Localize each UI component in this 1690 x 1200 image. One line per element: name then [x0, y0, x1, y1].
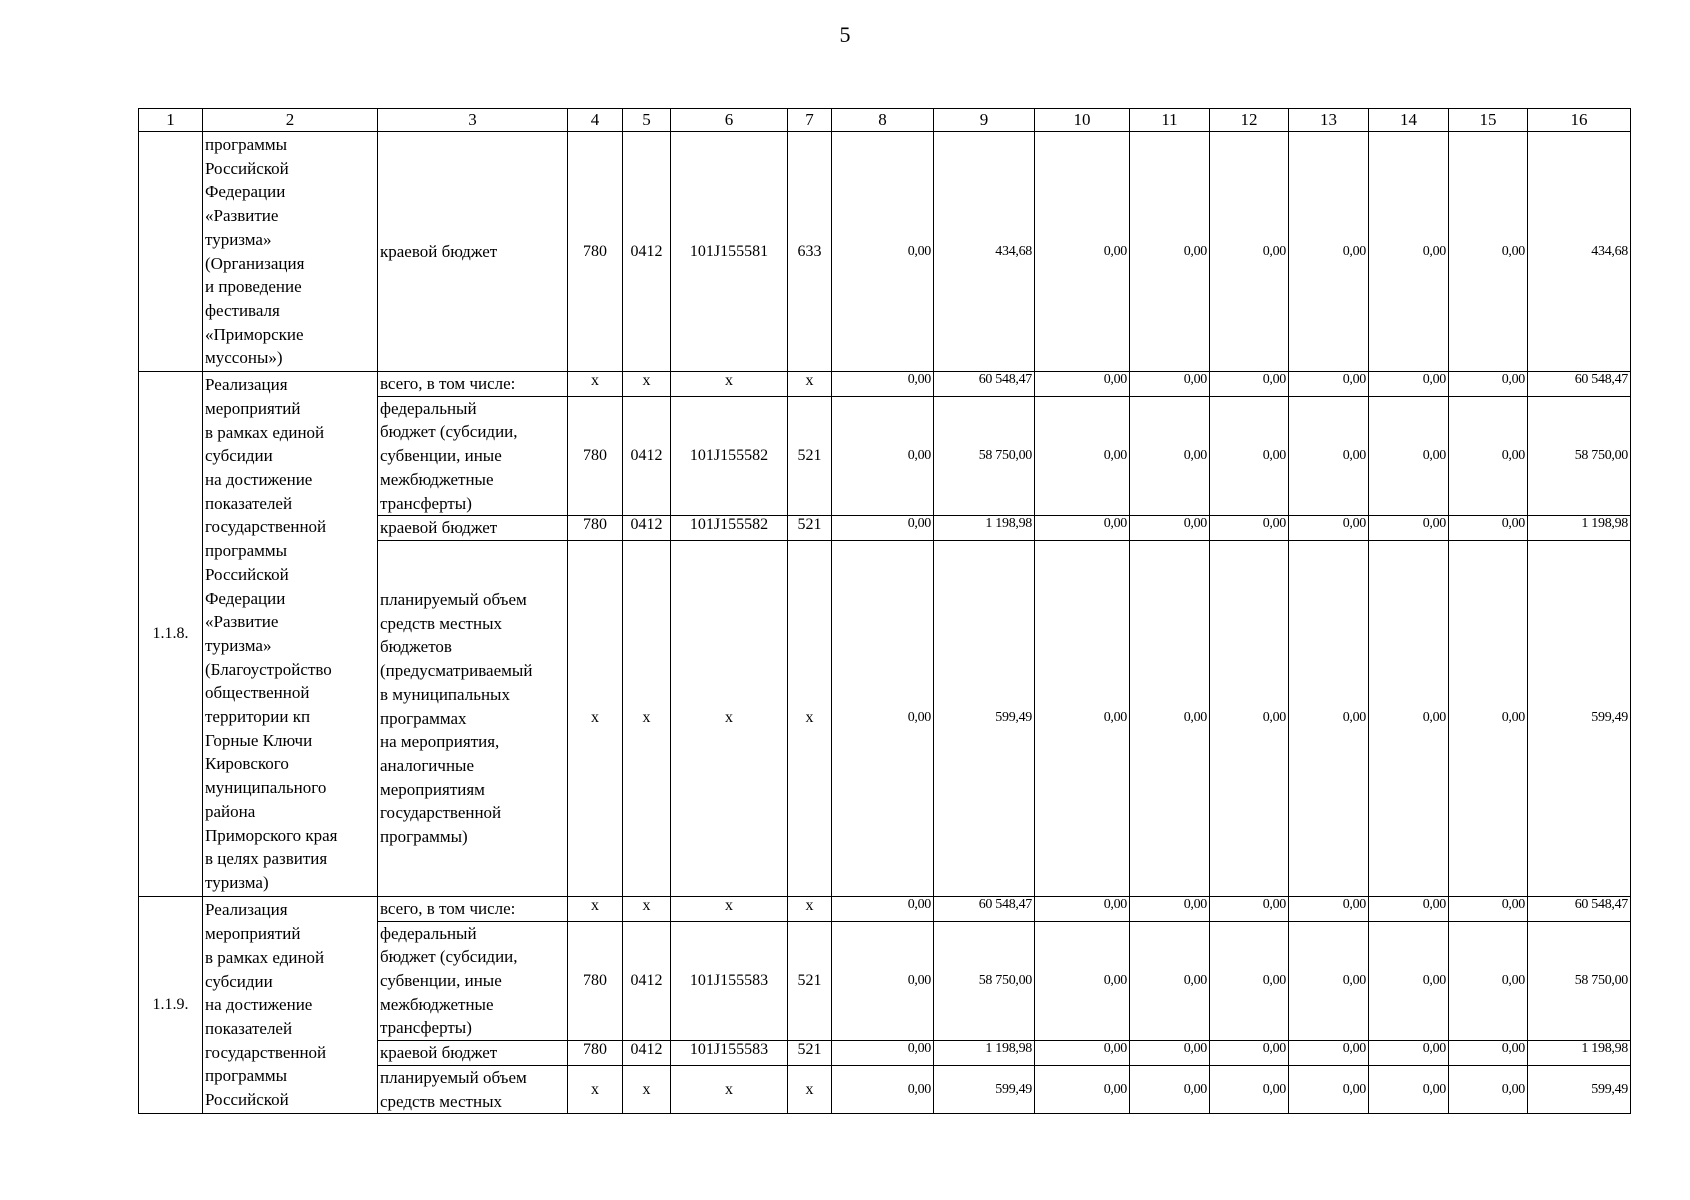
col-12: 0,00 [1210, 372, 1289, 397]
measure-name-line: Реализация [205, 375, 288, 395]
funding-source-line: федеральный [380, 398, 477, 418]
col-9: 60 548,47 [934, 896, 1035, 921]
measure-name-line: Кировского [205, 754, 289, 774]
col-14: 0,00 [1369, 1065, 1449, 1113]
funding-source [378, 132, 568, 372]
funding-source-line: средств местных [380, 613, 502, 633]
col-10: 0,00 [1035, 396, 1130, 516]
col-7: 521 [788, 921, 832, 1041]
measure-name-line: в рамках единой [205, 947, 325, 967]
header-cell-6: 6 [671, 109, 788, 132]
col-16: 60 548,47 [1528, 896, 1631, 921]
row-number: 1.1.8. [139, 372, 203, 897]
col-12: 0,00 [1210, 896, 1289, 921]
col-11: 0,00 [1130, 1041, 1210, 1066]
funding-source-line: межбюджетные [380, 469, 494, 489]
col-11: 0,00 [1130, 396, 1210, 516]
col-8: 0,00 [832, 132, 934, 372]
col-11: 0,00 [1130, 132, 1210, 372]
measure-name-line: Приморского края [205, 825, 338, 845]
measure-name-line: туризма) [205, 872, 269, 892]
measure-name-line: (Благоустройство [205, 659, 332, 679]
col-11: 0,00 [1130, 1065, 1210, 1113]
col-6: 101J155583 [671, 921, 788, 1041]
header-cell-1: 1 [139, 109, 203, 132]
col-4: 780 [568, 921, 623, 1041]
funding-source-line: краевой бюджет [380, 518, 498, 538]
col-9: 58 750,00 [934, 921, 1035, 1041]
funding-source-line: всего, в том числе: [380, 374, 516, 393]
col-8: 0,00 [832, 396, 934, 516]
budget-table [138, 108, 1631, 1114]
col-4: x [568, 1065, 623, 1113]
funding-source [378, 1065, 568, 1113]
measure-name-line: в рамках единой [205, 422, 325, 442]
col-16: 599,49 [1528, 1065, 1631, 1113]
col-15: 0,00 [1449, 1041, 1528, 1066]
measure-name-line: муссоны») [205, 348, 283, 368]
funding-source-line: субвенции, иные [380, 971, 502, 991]
col-13: 0,00 [1289, 1065, 1369, 1113]
col-16: 1 198,98 [1528, 1041, 1631, 1066]
measure-name-line: Федерации [205, 182, 286, 202]
funding-source [378, 1041, 568, 1066]
col-9: 1 198,98 [934, 516, 1035, 541]
funding-source-line: бюджет (субсидии, [380, 422, 518, 442]
measure-name-line: Российской [205, 158, 289, 178]
col-13: 0,00 [1289, 896, 1369, 921]
col-11: 0,00 [1130, 896, 1210, 921]
col-11: 0,00 [1130, 372, 1210, 397]
col-8: 0,00 [832, 516, 934, 541]
measure-name-line: (Организация [205, 253, 305, 273]
measure-name-line: территории кп [205, 707, 311, 727]
measure-name-line: Горные Ключи [205, 730, 313, 750]
header-cell-4: 4 [568, 109, 623, 132]
measure-name-line: государственной [205, 1042, 327, 1062]
col-12: 0,00 [1210, 540, 1289, 896]
page-number: 5 [839, 22, 851, 47]
header-cell-13: 13 [1289, 109, 1369, 132]
col-12: 0,00 [1210, 396, 1289, 516]
col-9: 58 750,00 [934, 396, 1035, 516]
col-15: 0,00 [1449, 132, 1528, 372]
col-9: 1 198,98 [934, 1041, 1035, 1066]
table-row [139, 132, 1631, 372]
funding-source-line: средств местных [380, 1091, 502, 1111]
col-4: x [568, 896, 623, 921]
col-16: 60 548,47 [1528, 372, 1631, 397]
col-8: 0,00 [832, 896, 934, 921]
col-7: x [788, 1065, 832, 1113]
col-10: 0,00 [1035, 372, 1130, 397]
col-14: 0,00 [1369, 372, 1449, 397]
col-8: 0,00 [832, 540, 934, 896]
col-13: 0,00 [1289, 396, 1369, 516]
col-6: 101J155582 [671, 396, 788, 516]
funding-source-line: планируемый объем [380, 1067, 527, 1087]
measure-name-line: фестиваля [205, 300, 280, 320]
measure-name-line: Российской [205, 564, 289, 584]
col-7: x [788, 540, 832, 896]
col-8: 0,00 [832, 1065, 934, 1113]
col-6: x [671, 896, 788, 921]
col-14: 0,00 [1369, 396, 1449, 516]
header-cell-10: 10 [1035, 109, 1130, 132]
measure-name-line: общественной [205, 683, 310, 703]
col-7: 521 [788, 396, 832, 516]
col-7: x [788, 372, 832, 397]
col-12: 0,00 [1210, 1065, 1289, 1113]
funding-source-line: федеральный [380, 923, 477, 943]
col-7: 633 [788, 132, 832, 372]
header-cell-11: 11 [1130, 109, 1210, 132]
funding-source-line: государственной [380, 803, 502, 823]
measure-name-line: туризма» [205, 635, 272, 655]
col-7: x [788, 896, 832, 921]
col-10: 0,00 [1035, 132, 1130, 372]
col-5: 0412 [623, 132, 671, 372]
col-15: 0,00 [1449, 372, 1528, 397]
measure-name [203, 896, 378, 1113]
funding-source-line: всего, в том числе: [380, 898, 516, 918]
col-10: 0,00 [1035, 1065, 1130, 1113]
col-6: 101J155582 [671, 516, 788, 541]
measure-name-line: показателей [205, 493, 293, 513]
col-15: 0,00 [1449, 921, 1528, 1041]
table-row [139, 896, 1631, 921]
measure-name-line: на достижение [205, 995, 313, 1015]
row-number [139, 132, 203, 372]
col-12: 0,00 [1210, 516, 1289, 541]
col-13: 0,00 [1289, 132, 1369, 372]
col-11: 0,00 [1130, 516, 1210, 541]
funding-source-line: трансферты) [380, 493, 472, 513]
col-7: 521 [788, 516, 832, 541]
col-8: 0,00 [832, 1041, 934, 1066]
col-10: 0,00 [1035, 516, 1130, 541]
col-7: 521 [788, 1041, 832, 1066]
col-16: 1 198,98 [1528, 516, 1631, 541]
col-10: 0,00 [1035, 540, 1130, 896]
col-13: 0,00 [1289, 516, 1369, 541]
funding-source-line: на мероприятия, [380, 732, 500, 752]
col-14: 0,00 [1369, 896, 1449, 921]
measure-name [203, 132, 378, 372]
col-9: 60 548,47 [934, 372, 1035, 397]
col-10: 0,00 [1035, 1041, 1130, 1066]
funding-source [378, 896, 568, 921]
funding-source-line: аналогичные [380, 755, 475, 775]
funding-source-line: мероприятиям [380, 779, 485, 799]
row-number: 1.1.9. [139, 896, 203, 1113]
measure-name-line: мероприятий [205, 398, 301, 418]
col-5: x [623, 896, 671, 921]
measure-name-line: Российской [205, 1090, 289, 1110]
measure-name-line: «Развитие [205, 612, 279, 632]
funding-source [378, 372, 568, 397]
col-4: 780 [568, 1041, 623, 1066]
measure-name-line: показателей [205, 1018, 293, 1038]
col-4: x [568, 540, 623, 896]
col-14: 0,00 [1369, 132, 1449, 372]
col-13: 0,00 [1289, 921, 1369, 1041]
col-6: x [671, 372, 788, 397]
funding-source-line: межбюджетные [380, 994, 494, 1014]
col-10: 0,00 [1035, 921, 1130, 1041]
measure-name-line: Федерации [205, 588, 286, 608]
header-cell-16: 16 [1528, 109, 1631, 132]
col-13: 0,00 [1289, 1041, 1369, 1066]
col-16: 434,68 [1528, 132, 1631, 372]
measure-name-line: района [205, 801, 256, 821]
funding-source-line: планируемый объем [380, 590, 527, 610]
col-14: 0,00 [1369, 516, 1449, 541]
funding-source-line: краевой бюджет [380, 1043, 498, 1063]
funding-source-line: в муниципальных [380, 684, 510, 704]
header-row [139, 109, 1631, 132]
col-15: 0,00 [1449, 396, 1528, 516]
funding-source-line: программы) [380, 827, 468, 847]
funding-source-line: программах [380, 708, 467, 728]
table-body [139, 109, 1631, 1114]
col-14: 0,00 [1369, 921, 1449, 1041]
funding-source-line: (предусматриваемый [380, 661, 533, 681]
col-6: 101J155581 [671, 132, 788, 372]
col-5: x [623, 540, 671, 896]
col-13: 0,00 [1289, 540, 1369, 896]
header-cell-15: 15 [1449, 109, 1528, 132]
col-11: 0,00 [1130, 921, 1210, 1041]
col-5: 0412 [623, 1041, 671, 1066]
measure-name-line: в целях развития [205, 849, 328, 869]
col-12: 0,00 [1210, 132, 1289, 372]
header-cell-5: 5 [623, 109, 671, 132]
col-16: 58 750,00 [1528, 396, 1631, 516]
measure-name-line: государственной [205, 517, 327, 537]
col-16: 58 750,00 [1528, 921, 1631, 1041]
col-12: 0,00 [1210, 921, 1289, 1041]
measure-name-line: программы [205, 1066, 288, 1086]
funding-source-line: трансферты) [380, 1018, 472, 1038]
col-6: 101J155583 [671, 1041, 788, 1066]
col-15: 0,00 [1449, 1065, 1528, 1113]
measure-name-line: Реализация [205, 900, 288, 920]
col-10: 0,00 [1035, 896, 1130, 921]
measure-name-line: «Приморские [205, 324, 304, 344]
col-4: x [568, 372, 623, 397]
header-cell-14: 14 [1369, 109, 1449, 132]
col-15: 0,00 [1449, 896, 1528, 921]
funding-source-line: субвенции, иные [380, 446, 502, 466]
col-12: 0,00 [1210, 1041, 1289, 1066]
header-cell-9: 9 [934, 109, 1035, 132]
col-15: 0,00 [1449, 516, 1528, 541]
col-5: 0412 [623, 516, 671, 541]
measure-name-line: и проведение [205, 277, 302, 297]
funding-source [378, 921, 568, 1041]
col-6: x [671, 1065, 788, 1113]
col-14: 0,00 [1369, 540, 1449, 896]
measure-name-line: субсидии [205, 446, 273, 466]
col-8: 0,00 [832, 372, 934, 397]
measure-name-line: на достижение [205, 470, 313, 490]
measure-name-line: туризма» [205, 229, 272, 249]
col-9: 599,49 [934, 540, 1035, 896]
measure-name [203, 372, 378, 897]
measure-name-line: муниципального [205, 778, 327, 798]
col-8: 0,00 [832, 921, 934, 1041]
header-cell-3: 3 [378, 109, 568, 132]
col-5: x [623, 1065, 671, 1113]
funding-source [378, 516, 568, 541]
measure-name-line: программы [205, 134, 288, 154]
header-cell-8: 8 [832, 109, 934, 132]
header-cell-7: 7 [788, 109, 832, 132]
funding-source [378, 540, 568, 896]
table-row [139, 372, 1631, 397]
funding-source-line: краевой бюджет [380, 241, 498, 261]
measure-name-line: субсидии [205, 971, 273, 991]
funding-source-line: бюджет (субсидии, [380, 947, 518, 967]
col-5: 0412 [623, 921, 671, 1041]
col-5: x [623, 372, 671, 397]
col-4: 780 [568, 516, 623, 541]
col-9: 434,68 [934, 132, 1035, 372]
measure-name-line: мероприятий [205, 924, 301, 944]
funding-source-line: бюджетов [380, 637, 452, 657]
col-15: 0,00 [1449, 540, 1528, 896]
col-16: 599,49 [1528, 540, 1631, 896]
col-4: 780 [568, 396, 623, 516]
col-9: 599,49 [934, 1065, 1035, 1113]
col-5: 0412 [623, 396, 671, 516]
col-6: x [671, 540, 788, 896]
col-13: 0,00 [1289, 372, 1369, 397]
header-cell-2: 2 [203, 109, 378, 132]
measure-name-line: «Развитие [205, 206, 279, 226]
measure-name-line: программы [205, 541, 288, 561]
col-4: 780 [568, 132, 623, 372]
col-14: 0,00 [1369, 1041, 1449, 1066]
funding-source [378, 396, 568, 516]
header-cell-12: 12 [1210, 109, 1289, 132]
col-11: 0,00 [1130, 540, 1210, 896]
